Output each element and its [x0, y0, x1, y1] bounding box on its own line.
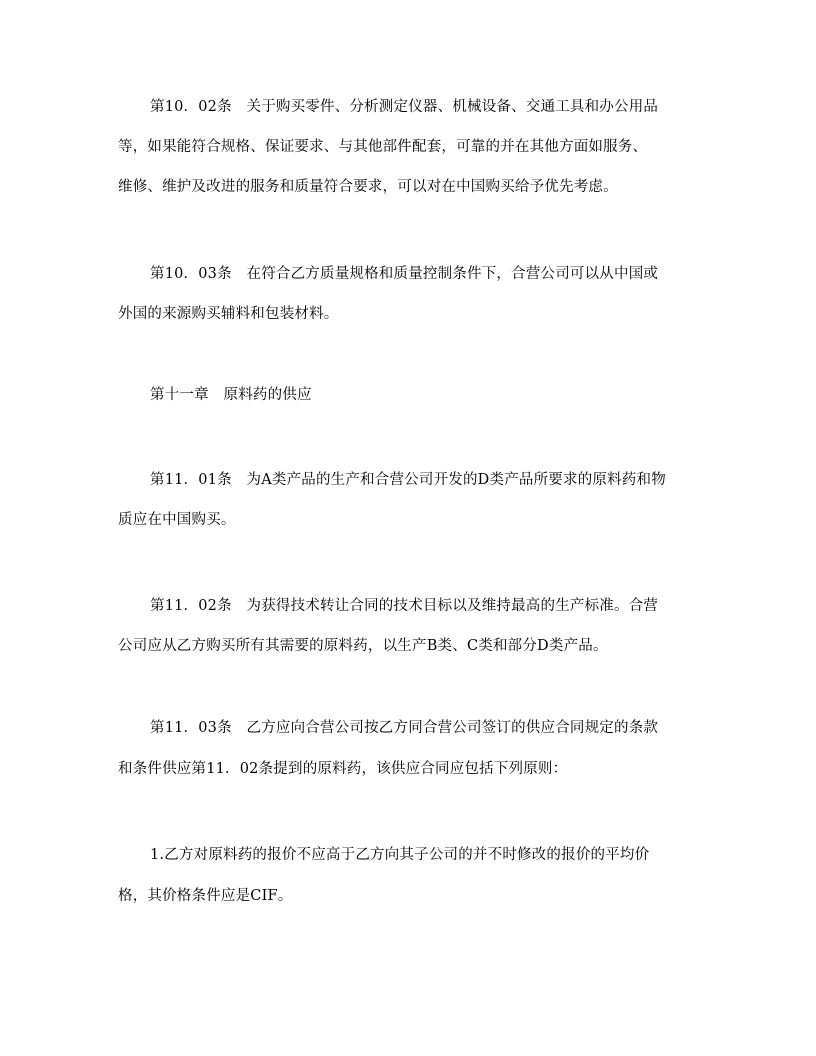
principle-1-line-1: 1.乙方对原料药的报价不应高于乙方向其子公司的并不时修改的报价的平均价 — [150, 847, 650, 863]
principle-1-line-2: 格，其价格条件应是CIF。 — [118, 888, 293, 904]
article-11-02-line-1: 第11．02条 为获得技术转让合同的技术目标以及维持最高的生产标准。合营 — [150, 598, 659, 614]
article-10-02-line-2: 等，如果能符合规格、保证要求、与其他部件配套，可靠的并在其他方面如服务、 — [118, 139, 648, 155]
chapter-11-heading: 第十一章 原料药的供应 — [150, 387, 312, 403]
article-11-03-line-1: 第11．03条 乙方应向合营公司按乙方同合营公司签订的供应合同规定的条款 — [150, 720, 659, 736]
article-10-03-line-2: 外国的来源购买辅料和包装材料。 — [118, 306, 339, 322]
article-11-01-line-1: 第11．01条 为A类产品的生产和合营公司开发的D类产品所要求的原料药和物 — [150, 472, 666, 488]
article-11-03-line-2: 和条件供应第11．02条提到的原料药，该供应合同应包括下列原则： — [118, 761, 568, 777]
article-11-01-line-2: 质应在中国购买。 — [118, 512, 236, 528]
article-10-03-line-1: 第10．03条 在符合乙方质量规格和质量控制条件下，合营公司可以从中国或 — [150, 266, 659, 282]
article-10-02-line-1: 第10．02条 关于购买零件、分析测定仪器、机械设备、交通工具和办公用品 — [150, 99, 659, 115]
article-11-02-line-2: 公司应从乙方购买所有其需要的原料药，以生产B类、C类和部分D类产品。 — [118, 638, 608, 654]
article-10-02-line-3: 维修、维护及改进的服务和质量符合要求，可以对在中国购买给予优先考虑。 — [118, 179, 618, 195]
